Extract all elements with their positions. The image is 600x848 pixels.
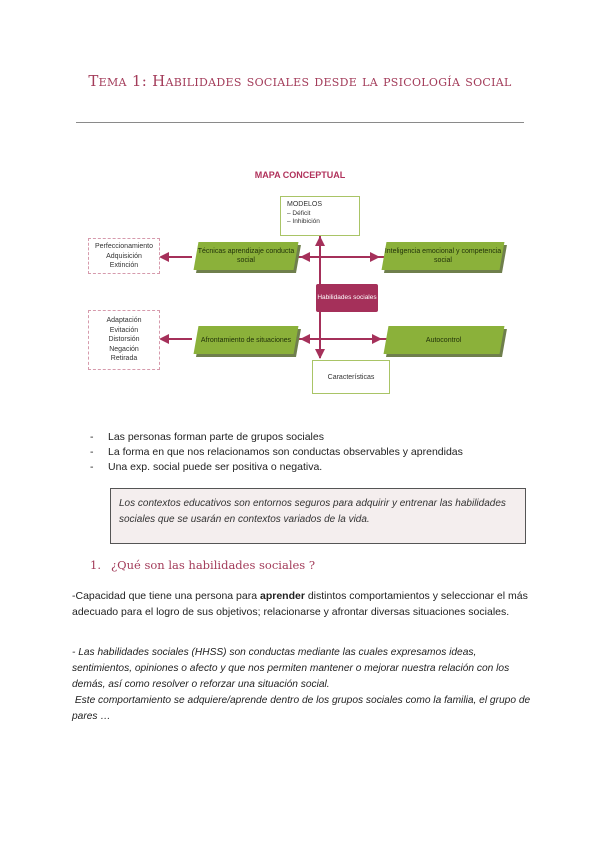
concept-map-title: MAPA CONCEPTUAL bbox=[254, 170, 346, 180]
highlight-note: Los contextos educativos son entornos seguros para adquirir y entrenar las habilidades sociales que se usarán en contextos variados de la vida. bbox=[110, 488, 526, 544]
concept-map bbox=[80, 160, 520, 400]
section-title: ¿Qué son las habilidades sociales ? bbox=[110, 558, 316, 572]
list-item: Negación bbox=[109, 345, 139, 353]
left-top-dashed-box bbox=[88, 238, 160, 274]
models-item: – Inhibición bbox=[287, 218, 320, 225]
list-item: Adaptación bbox=[106, 317, 142, 324]
para-left-bottom: Afrontamiento de situaciones bbox=[194, 326, 299, 354]
models-box bbox=[280, 196, 360, 236]
paragraph-definition: -Capacidad que tiene una persona para aprender distintos comportamientos y seleccionar el más adecuado para el logro de sus objetivos; relacionarse y afrontar diversas situaciones sociales. bbox=[72, 590, 528, 618]
paragraph-hhss: - Las habilidades sociales (HHSS) son conductas mediante las cuales expresamos ideas, sentimientos, opiniones o afecto y que nos permiten mantener o mejorar nuestra relación con los demás, así como resolver o reforzar una situación social. Este comportamiento se adquiere/aprende dentro de los grupos sociales como la familia, el grupo de pares … bbox=[72, 647, 533, 722]
bullet-list bbox=[90, 430, 463, 475]
list-item: - Una exp. social puede ser positiva o negativa. bbox=[90, 460, 463, 475]
para-left-top: Técnicas aprendizaje conducta social bbox=[194, 242, 299, 270]
list-item: Extinción bbox=[109, 262, 139, 269]
list-item: Evitación bbox=[109, 326, 139, 334]
center-node: Habilidades sociales bbox=[316, 284, 378, 312]
list-item: - La forma en que nos relacionamos son conductas observables y aprendidas bbox=[90, 445, 463, 460]
models-heading: MODELOS bbox=[287, 201, 323, 208]
para-right-bottom: Autocontrol bbox=[384, 326, 505, 354]
para-right-top: Inteligencia emocional y competencia social bbox=[382, 242, 505, 270]
title-divider bbox=[76, 122, 524, 123]
list-item: - Las personas forman parte de grupos sociales bbox=[90, 430, 463, 445]
characteristics-box: Características bbox=[312, 360, 390, 394]
models-item: – Déficit bbox=[287, 210, 311, 217]
section-number: 1. bbox=[90, 558, 101, 572]
list-item: Perfeccionamiento bbox=[95, 243, 153, 250]
left-bottom-dashed-box bbox=[88, 310, 160, 370]
list-item: Distorsión bbox=[108, 336, 140, 343]
bold-term: aprender bbox=[259, 590, 305, 602]
list-item: Adquisición bbox=[106, 252, 142, 260]
section-heading bbox=[90, 558, 315, 572]
list-item: Retirada bbox=[110, 355, 138, 362]
page-title: Tema 1: Habilidades sociales desde la psicología social bbox=[88, 72, 512, 90]
